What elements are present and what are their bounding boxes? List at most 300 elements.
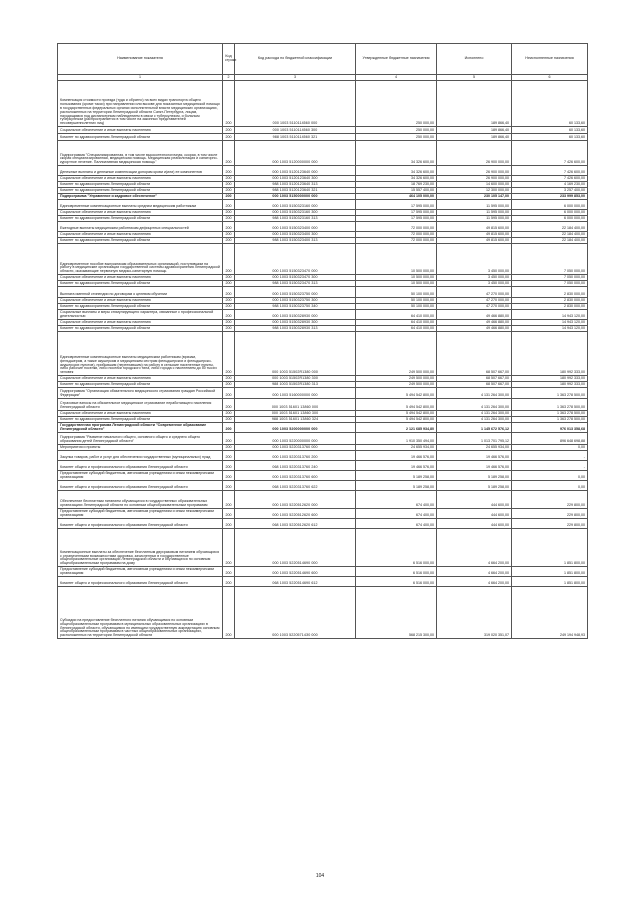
row-executed: 24 655 934,00 <box>437 445 512 451</box>
row-unexecuted: 896 648 698,88 <box>512 433 588 445</box>
row-executed: 14 600 000,00 <box>437 182 512 188</box>
row-budget-code: 988 1003 5110114560 321 <box>235 134 356 141</box>
row-budget-code: 000 1003 5220313760 600 <box>235 471 356 481</box>
row-name: Социальное обеспечение и иные выплаты населению <box>58 411 223 417</box>
row-budget-code: 000 1003 5150323470 300 <box>235 275 356 281</box>
row-executed: 12 300 000,00 <box>437 188 512 194</box>
row-budget-code: 988 1003 5150323750 340 <box>235 304 356 310</box>
row-unexecuted: - <box>512 461 588 471</box>
row-name: Подпрограмма "Управление и кадровое обеспечение" <box>58 194 223 200</box>
row-executed: 49 466 880,00 <box>437 326 512 332</box>
row-executed: 319 020 351,07 <box>437 587 512 639</box>
table-row <box>58 509 588 519</box>
row-executed: 5 189 258,00 <box>437 481 512 491</box>
row-line-code: 200 <box>223 445 235 451</box>
row-name: Комитет по здравоохранению Ленинградской области <box>58 382 223 388</box>
row-line-code: 200 <box>223 411 235 417</box>
row-name: Подпрограмма "Специализированная, в том числе высокотехнологичная, скорая, в том числе скорая специализированная, медицинская помощь. Медицинская реабилитация и санаторно-курортное лечение. Паллиативная медицинская помощь" <box>58 141 223 166</box>
row-approved: 2 121 685 934,80 <box>356 423 437 433</box>
row-executed: 47 270 000,00 <box>437 287 512 298</box>
row-line-code: 200 <box>223 210 235 216</box>
row-unexecuted: 0,00 <box>512 471 588 481</box>
table-row <box>58 388 588 399</box>
row-name: Комитет общего и профессионального образования Ленинградской области <box>58 461 223 471</box>
row-line-code: 200 <box>223 275 235 281</box>
row-budget-code: 000 1003 5150323400 000 <box>235 222 356 232</box>
row-unexecuted: 22 184 400,00 <box>512 232 588 238</box>
row-budget-code: 988 1003 5150323160 313 <box>235 216 356 222</box>
row-executed: 4 664 200,00 <box>437 577 512 587</box>
row-unexecuted: 180 992 333,00 <box>512 332 588 376</box>
row-line-code: 200 <box>223 451 235 461</box>
row-unexecuted: 7 050 000,00 <box>512 275 588 281</box>
row-approved: 5 189 258,00 <box>356 481 437 491</box>
header-name: Наименование показателя <box>58 44 223 75</box>
row-approved: 64 410 000,00 <box>356 310 437 320</box>
row-line-code: 200 <box>223 298 235 304</box>
row-budget-code: 000 1003 5220313760 000 <box>235 445 356 451</box>
row-approved: 19 466 576,00 <box>356 451 437 461</box>
row-name: Комитет по здравоохранению Ленинградской области <box>58 182 223 188</box>
row-name: Социальное обеспечение и иные выплаты населению <box>58 320 223 326</box>
row-executed: 26 900 000,00 <box>437 166 512 176</box>
row-budget-code: 068 1003 5220313760 622 <box>235 481 356 491</box>
row-name: Комитет по здравоохранению Ленинградской области <box>58 134 223 141</box>
row-approved: 10 500 000,00 <box>356 275 437 281</box>
row-budget-code: 000 1003 5220000000 000 <box>235 433 356 445</box>
row-name: Социальное обеспечение и иные выплаты населению <box>58 210 223 216</box>
row-line-code: 200 <box>223 509 235 519</box>
table-row <box>58 461 588 471</box>
row-unexecuted: - <box>512 451 588 461</box>
row-name: Подпрограмма "Развитие начального общего, основного общего и среднего общего образования детей Ленинградской области" <box>58 433 223 445</box>
row-unexecuted: 1 851 800,00 <box>512 577 588 587</box>
row-budget-code: 000 1003 5150328930 000 <box>235 310 356 320</box>
header-executed: Исполнено <box>437 44 512 75</box>
row-budget-code: 000 1003 52205714З0 000 <box>235 587 356 639</box>
row-executed: 5 189 258,00 <box>437 471 512 481</box>
row-approved: 10 500 000,00 <box>356 244 437 275</box>
row-approved: 249 500 000,00 <box>356 376 437 382</box>
row-unexecuted: 4 169 230,00 <box>512 182 588 188</box>
row-executed: 11 595 000,00 <box>437 216 512 222</box>
row-approved: 5 494 542 800,00 <box>356 399 437 411</box>
table-row <box>58 166 588 176</box>
row-unexecuted: 180 992 333,00 <box>512 382 588 388</box>
row-budget-code: 988 1003 5150323400 313 <box>235 238 356 244</box>
header-approved: Утвержденные бюджетные назначения <box>356 44 437 75</box>
row-line-code: 200 <box>223 141 235 166</box>
header-unexecuted: Неисполненные назначения <box>512 44 588 75</box>
table-row <box>58 433 588 445</box>
row-line-code: 200 <box>223 382 235 388</box>
row-budget-code: 000 1003 5120000000 000 <box>235 141 356 166</box>
row-approved: 10 500 000,00 <box>356 281 437 287</box>
row-approved: 50 100 000,00 <box>356 298 437 304</box>
row-line-code: 200 <box>223 388 235 399</box>
table-body <box>58 81 588 639</box>
row-name: Обеспечение бесплатным питанием обучающихся в государственных образовательных организациях Ленинградской области по основным общеобразовательным программам <box>58 491 223 509</box>
row-executed: 49 466 880,00 <box>437 320 512 326</box>
table-row <box>58 451 588 461</box>
row-line-code: 200 <box>223 332 235 376</box>
row-unexecuted: 6 000 000,00 <box>512 200 588 210</box>
row-executed: 444 600,00 <box>437 509 512 519</box>
row-executed: 4 131 264 300,00 <box>437 399 512 411</box>
row-line-code: 200 <box>223 567 235 577</box>
row-approved: 34 326 600,00 <box>356 176 437 182</box>
row-budget-code: 000 1003 51601 13860 300 <box>235 411 356 417</box>
row-name: Социальное обеспечение и иные выплаты населению <box>58 298 223 304</box>
row-approved: 1 910 350 494,00 <box>356 433 437 445</box>
row-budget-code: 000 1003 5150323400 300 <box>235 232 356 238</box>
row-approved: 17 595 000,00 <box>356 216 437 222</box>
row-executed: 49 815 600,00 <box>437 238 512 244</box>
header-budget-code: Код расхода по бюджетной классификации <box>235 44 356 75</box>
row-line-code: 200 <box>223 433 235 445</box>
row-budget-code: 000 1003 5150323750 300 <box>235 298 356 304</box>
row-name: Комитет по здравоохранению Ленинградской области <box>58 417 223 423</box>
row-line-code: 200 <box>223 577 235 587</box>
table-row <box>58 577 588 587</box>
row-name: Компенсационные выплаты за обеспечение бесплатным двухразовым питанием обучающихся с ограниченными возможностями здоровья, зачисленных в государственные общеобразовательные организации Ленинградской области и обучающихся по основным общеобразовательным программам на дому <box>58 529 223 567</box>
row-budget-code: 000 1003 5150323160 300 <box>235 210 356 216</box>
row-budget-code: 000 1003 51502R1380 000 <box>235 332 356 376</box>
row-name: Единовременное пособие выпускникам образовательных организаций, поступившим на работу в медицинские организации государственной системы здравоохранения Ленинградской области, оказывающие первичную медико-санитарную помощь <box>58 244 223 275</box>
row-unexecuted: 7 050 000,00 <box>512 244 588 275</box>
table-row <box>58 587 588 639</box>
column-number: 1 <box>58 75 223 81</box>
row-line-code: 200 <box>223 244 235 275</box>
row-executed: 4 131 264 300,00 <box>437 417 512 423</box>
row-executed: 49 815 600,00 <box>437 222 512 232</box>
row-approved: 674 400,00 <box>356 519 437 529</box>
row-name: Социальное обеспечение и иные выплаты населению <box>58 275 223 281</box>
row-approved: 5 494 542 800,00 <box>356 417 437 423</box>
column-number: 4 <box>356 75 437 81</box>
row-approved: 72 000 000,00 <box>356 238 437 244</box>
row-executed: 444 600,00 <box>437 491 512 509</box>
row-approved: 50 100 000,00 <box>356 304 437 310</box>
row-name: Выплата именной стипендии по договорам о целевом обучении <box>58 287 223 298</box>
row-executed: 3 450 000,00 <box>437 281 512 287</box>
table-row <box>58 222 588 232</box>
row-unexecuted: 0,00 <box>512 445 588 451</box>
row-executed: 3 450 000,00 <box>437 275 512 281</box>
row-executed: 444 600,00 <box>437 519 512 529</box>
row-unexecuted: 976 013 358,68 <box>512 423 588 433</box>
table-row <box>58 471 588 481</box>
row-line-code: 200 <box>223 320 235 326</box>
row-budget-code: 068 1003 5220313760 240 <box>235 461 356 471</box>
row-line-code: 200 <box>223 587 235 639</box>
header-line-code: Код строки <box>223 44 235 75</box>
row-approved: 5 494 542 800,00 <box>356 388 437 399</box>
row-approved: 250 000,00 <box>356 127 437 134</box>
row-name: Социальное обеспечение и иные выплаты населению <box>58 127 223 134</box>
row-approved: 17 595 000,00 <box>356 210 437 216</box>
budget-execution-table <box>57 43 588 639</box>
row-line-code: 200 <box>223 188 235 194</box>
table-row <box>58 491 588 509</box>
row-budget-code: 000 1003 5220313760 200 <box>235 451 356 461</box>
row-executed: 189 866,40 <box>437 81 512 127</box>
row-budget-code: 000 1003 5200000000 000 <box>235 423 356 433</box>
row-name: Ежегодные выплаты медицинским работникам дефицитных специальностей <box>58 222 223 232</box>
row-unexecuted: 2 830 000,00 <box>512 287 588 298</box>
row-budget-code: 000 1003 51601 13860 000 <box>235 399 356 411</box>
row-name: Социальное обеспечение и иные выплаты населению <box>58 176 223 182</box>
row-budget-code: 000 1003 5160000000 000 <box>235 388 356 399</box>
row-approved: 6 516 000,00 <box>356 529 437 567</box>
row-executed: 49 466 880,00 <box>437 310 512 320</box>
row-unexecuted: 0,00 <box>512 481 588 491</box>
row-executed: 11 595 000,00 <box>437 210 512 216</box>
row-budget-code: 000 1003 5120123640 300 <box>235 176 356 182</box>
row-budget-code: 988 1003 5150323470 313 <box>235 281 356 287</box>
row-line-code: 200 <box>223 376 235 382</box>
row-line-code: 200 <box>223 491 235 509</box>
row-line-code: 200 <box>223 134 235 141</box>
table-row <box>58 481 588 491</box>
row-line-code: 200 <box>223 326 235 332</box>
table-row <box>58 519 588 529</box>
table-row <box>58 287 588 298</box>
row-approved: 34 326 600,00 <box>356 166 437 176</box>
row-executed: 26 900 000,00 <box>437 141 512 166</box>
row-line-code: 200 <box>223 399 235 411</box>
row-unexecuted: 1 363 278 500,00 <box>512 388 588 399</box>
row-name: Комитет по здравоохранению Ленинградской области <box>58 304 223 310</box>
table-header-row <box>58 44 588 75</box>
row-unexecuted: 3 257 400,00 <box>512 188 588 194</box>
row-approved: 72 000 000,00 <box>356 232 437 238</box>
row-line-code: 200 <box>223 287 235 298</box>
row-line-code: 200 <box>223 529 235 567</box>
row-budget-code: 000 1003 5220514690 000 <box>235 529 356 567</box>
row-unexecuted: 229 800,00 <box>512 491 588 509</box>
row-budget-code: 000 1003 5110114560 000 <box>235 81 356 127</box>
row-approved: 34 326 600,00 <box>356 141 437 166</box>
row-name: Социальное обеспечение и иные выплаты населению <box>58 376 223 382</box>
table-row <box>58 244 588 275</box>
row-approved: 250 000,00 <box>356 134 437 141</box>
row-unexecuted: 229 800,00 <box>512 509 588 519</box>
row-executed: 4 131 264 300,00 <box>437 388 512 399</box>
row-executed: 4 664 200,00 <box>437 567 512 577</box>
row-line-code: 200 <box>223 216 235 222</box>
row-unexecuted: 7 050 000,00 <box>512 281 588 287</box>
row-budget-code: 988 1003 5150328930 313 <box>235 326 356 332</box>
table-row <box>58 423 588 433</box>
row-unexecuted: 7 426 600,00 <box>512 141 588 166</box>
row-unexecuted: 6 000 000,00 <box>512 210 588 216</box>
row-unexecuted: 22 184 400,00 <box>512 222 588 232</box>
row-line-code: 200 <box>223 238 235 244</box>
row-name: Комитет общего и профессионального образования Ленинградской области <box>58 519 223 529</box>
column-number: 3 <box>235 75 356 81</box>
row-unexecuted: 180 992 333,00 <box>512 376 588 382</box>
row-budget-code: 988 1003 51601 13860 324 <box>235 417 356 423</box>
row-budget-code: 000 1003 5120123640 000 <box>235 166 356 176</box>
row-line-code: 200 <box>223 194 235 200</box>
column-number: 2 <box>223 75 235 81</box>
row-budget-code: 000 1003 5150323470 000 <box>235 244 356 275</box>
table-row <box>58 332 588 376</box>
row-budget-code: 000 1003 5150323160 000 <box>235 200 356 210</box>
row-approved: 72 000 000,00 <box>356 222 437 232</box>
row-name: Комитет общего и профессионального образования Ленинградской области <box>58 577 223 587</box>
row-budget-code: 988 1003 5120123640 321 <box>235 188 356 194</box>
budget-table-sheet <box>57 43 587 639</box>
row-executed: 3 450 000,00 <box>437 244 512 275</box>
row-name: Единовременные компенсационные выплаты медицинским работникам (врачам, фельдшерам, а также акушеркам и медицинским сестрам фельдшерских и фельдшерско-акушерских пунктов), прибывшим (переехавшим) на работу в сельские населенные пункты, либо рабочие поселки, либо поселки городского типа, либо города с населением до 50 тысяч человек <box>58 332 223 376</box>
row-unexecuted: 233 999 853,00 <box>512 194 588 200</box>
row-unexecuted: 14 943 120,00 <box>512 310 588 320</box>
row-approved: 17 595 000,00 <box>356 200 437 210</box>
row-unexecuted: 60 133,60 <box>512 127 588 134</box>
row-name: Комитет по здравоохранению Ленинградской области <box>58 188 223 194</box>
row-approved: 674 400,00 <box>356 509 437 519</box>
row-name: Мероприятия и проекты <box>58 445 223 451</box>
row-name: Комитет по здравоохранению Ленинградской области <box>58 238 223 244</box>
row-executed: 19 466 576,00 <box>437 451 512 461</box>
row-budget-code: 000 1003 5220512620 000 <box>235 491 356 509</box>
row-unexecuted: 60 133,60 <box>512 134 588 141</box>
row-executed: 68 507 667,00 <box>437 382 512 388</box>
row-executed: 68 507 667,00 <box>437 376 512 382</box>
row-approved: 19 466 576,00 <box>356 461 437 471</box>
row-executed: 4 664 200,00 <box>437 529 512 567</box>
row-approved: 6 516 000,00 <box>356 567 437 577</box>
row-executed: 26 900 000,00 <box>437 176 512 182</box>
row-budget-code: 988 1003 51502R1380 313 <box>235 382 356 388</box>
table-row <box>58 127 588 134</box>
table-row <box>58 567 588 577</box>
row-unexecuted: 229 800,00 <box>512 519 588 529</box>
row-line-code: 200 <box>223 461 235 471</box>
row-executed: 68 507 667,00 <box>437 332 512 376</box>
row-approved: 249 500 000,00 <box>356 382 437 388</box>
row-executed: 189 866,40 <box>437 127 512 134</box>
row-unexecuted: 1 363 278 500,00 <box>512 399 588 411</box>
row-name: Государственная программа Ленинградской области "Современное образование Ленинградской области" <box>58 423 223 433</box>
row-line-code: 200 <box>223 176 235 182</box>
table-row <box>58 310 588 320</box>
row-budget-code: 000 1003 5110114560 300 <box>235 127 356 134</box>
row-name: Комитет по здравоохранению Ленинградской области <box>58 326 223 332</box>
table-row <box>58 134 588 141</box>
row-approved: 464 105 000,00 <box>356 194 437 200</box>
row-unexecuted: 1 363 278 500,00 <box>512 417 588 423</box>
row-line-code: 200 <box>223 166 235 176</box>
row-approved: 674 400,00 <box>356 491 437 509</box>
page-number: 104 <box>315 873 325 879</box>
table-row <box>58 529 588 567</box>
row-unexecuted: 14 943 120,00 <box>512 326 588 332</box>
row-line-code: 200 <box>223 519 235 529</box>
table-row <box>58 141 588 166</box>
row-approved: 24 655 934,00 <box>356 445 437 451</box>
row-approved: 64 410 000,00 <box>356 320 437 326</box>
row-executed: 1 145 672 576,12 <box>437 423 512 433</box>
row-name: Социальное обеспечение и иные выплаты населению <box>58 232 223 238</box>
row-name: Комитет по здравоохранению Ленинградской области <box>58 281 223 287</box>
row-approved: 249 500 000,00 <box>356 332 437 376</box>
row-name: Денежные выплаты и денежные компенсации донорам крови и(или) ее компонентов <box>58 166 223 176</box>
row-line-code: 200 <box>223 304 235 310</box>
row-unexecuted: 60 133,60 <box>512 81 588 127</box>
row-unexecuted: 7 426 600,00 <box>512 176 588 182</box>
row-budget-code: 988 1003 5120123640 313 <box>235 182 356 188</box>
row-executed: 47 270 000,00 <box>437 298 512 304</box>
row-line-code: 200 <box>223 81 235 127</box>
row-unexecuted: 7 426 600,00 <box>512 166 588 176</box>
row-budget-code: 000 1003 5150323750 000 <box>235 287 356 298</box>
row-line-code: 200 <box>223 222 235 232</box>
table-row <box>58 81 588 127</box>
row-name: Социальные выплаты и меры стимулирующего характера, связанные с профессиональной деятельностью <box>58 310 223 320</box>
row-budget-code: 000 1003 5220514690 600 <box>235 567 356 577</box>
row-unexecuted: 1 851 800,00 <box>512 529 588 567</box>
row-executed: 49 815 600,00 <box>437 232 512 238</box>
row-approved: 250 000,00 <box>356 81 437 127</box>
row-executed: 11 595 000,00 <box>437 200 512 210</box>
row-unexecuted: 2 830 000,00 <box>512 304 588 310</box>
row-line-code: 200 <box>223 310 235 320</box>
row-name: Субсидии на предоставление бесплатного питания обучающимся по основным общеобразовательным программам в муниципальных образовательных организациях в Ленинградской области, обучающимся по имеющим государственную аккредитацию основным общеобразовательным программам в частных общеобразовательных организациях, расположенных на территории Ленинградской области <box>58 587 223 639</box>
row-name: Комитет по здравоохранению Ленинградской области <box>58 216 223 222</box>
column-number: 6 <box>512 75 588 81</box>
row-approved: 15 557 400,00 <box>356 188 437 194</box>
row-line-code: 200 <box>223 127 235 134</box>
row-executed: 47 270 000,00 <box>437 304 512 310</box>
row-executed: 189 866,40 <box>437 134 512 141</box>
row-budget-code: 000 1003 5220512620 600 <box>235 509 356 519</box>
row-approved: 18 769 230,00 <box>356 182 437 188</box>
row-line-code: 200 <box>223 281 235 287</box>
table-row <box>58 200 588 210</box>
row-unexecuted: 14 943 120,00 <box>512 320 588 326</box>
row-budget-code: 000 1003 5150328930 300 <box>235 320 356 326</box>
row-name: Единовременные компенсационные выплаты средним медицинским работникам <box>58 200 223 210</box>
row-unexecuted: 249 194 948,93 <box>512 587 588 639</box>
row-line-code: 200 <box>223 471 235 481</box>
row-name: Закупка товаров, работ и услуг для обеспечения государственных (муниципальных) нужд <box>58 451 223 461</box>
row-line-code: 200 <box>223 200 235 210</box>
row-unexecuted: 22 184 400,00 <box>512 238 588 244</box>
row-executed: 230 105 147,00 <box>437 194 512 200</box>
row-approved: 5 494 542 800,00 <box>356 411 437 417</box>
row-name: Страховые взносы на обязательное медицинское страхование неработающего населения Ленинградской области <box>58 399 223 411</box>
row-approved: 64 410 000,00 <box>356 326 437 332</box>
row-budget-code: 068 1003 5220512620 612 <box>235 519 356 529</box>
column-number: 5 <box>437 75 512 81</box>
row-name: Предоставление субсидий бюджетным, автономным учреждениям и иным некоммерческим организациям <box>58 509 223 519</box>
row-name: Подпрограмма "Организация обязательного медицинского страхования граждан Российской Федерации" <box>58 388 223 399</box>
row-unexecuted: 6 000 000,00 <box>512 216 588 222</box>
row-line-code: 200 <box>223 423 235 433</box>
table-row <box>58 399 588 411</box>
row-name: Компенсация стоимости проезда (туда и обратно) на всех видах транспорта общего пользования (кроме такси) при направлении или вызове для показанных медицинской помощи в государственных федеральных органах исполнительной власти медицинских организациях, расположенных на территории Ленинградской области Санкт-Петербурга, лицам, находящимся под диспансерным наблюдением в связи с туберкулезом, и больным туберкулезом (распространяется в том числе на законных представителей несовершеннолетних лиц) <box>58 81 223 127</box>
row-budget-code: 000 1003 5150000000 000 <box>235 194 356 200</box>
row-approved: 50 100 000,00 <box>356 287 437 298</box>
row-name: Предоставление субсидий бюджетным, автономным учреждениям и иным некоммерческим организациям <box>58 471 223 481</box>
row-name: Предоставление субсидий бюджетным, автономным учреждениям и иным некоммерческим организациям <box>58 567 223 577</box>
row-approved: 568 215 300,00 <box>356 587 437 639</box>
row-budget-code: 068 1003 5220514690 612 <box>235 577 356 587</box>
row-executed: 4 131 264 300,00 <box>437 411 512 417</box>
